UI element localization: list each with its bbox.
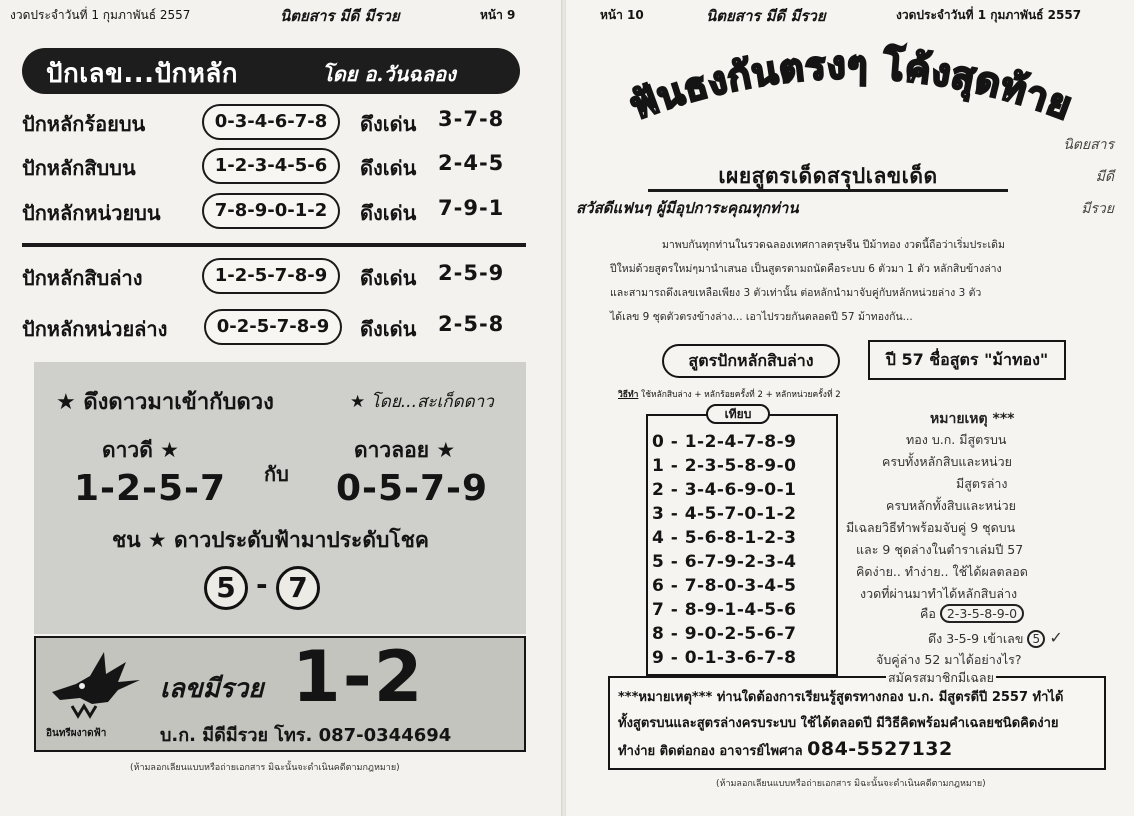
number-row: 7 - 8-9-1-4-5-6 [652, 600, 797, 620]
right-header-date: งวดประจำวันที่ 1 กุมภาพันธ์ 2557 [896, 8, 1082, 22]
digit-pill: 1-2-5-7-8-9 [202, 258, 340, 294]
dueng-value: 2-4-5 [438, 151, 505, 175]
star-box-title: ★ ดึงดาวมาเข้ากับดวง [56, 390, 274, 415]
dao-loi-label: ดาวลอย ★ [354, 438, 456, 462]
tham-label: เทียบ [706, 404, 770, 424]
left-header-magazine: นิตยสาร มีดี มีรวย [280, 7, 400, 25]
dueng-label: ดึงเด่น [360, 156, 417, 180]
note-pair: จับคู่ล่าง 52 มาได้อย่างไร? [876, 652, 1022, 667]
circled-five: 5 [1027, 630, 1045, 648]
banner-author: โดย อ.วันฉลอง [322, 62, 456, 86]
digit-pill: 0-3-4-6-7-8 [202, 104, 340, 140]
brand-side: มีรวย [1081, 201, 1114, 217]
bottom-contact-line [618, 738, 953, 761]
dao-di-number: 1-2-5-7 [74, 468, 227, 509]
note-line: ครบหลักทั้งสิบและหน่วย [886, 498, 1016, 513]
digit-row [22, 104, 527, 142]
note-line: งวดที่ผ่านมาทำได้หลักสิบล่าง [860, 586, 1018, 601]
left-page [0, 0, 562, 816]
right-header-page: หน้า 10 [600, 8, 644, 22]
title-banner [22, 48, 520, 94]
row-label: ปักหลักหน่วยบน [22, 201, 161, 225]
kap-label: กับ [264, 462, 289, 486]
intro-line: มาพบกันทุกท่านในรวดฉลองเทศกาลตรุษจีน ปีม้าทอง งวดนี้ถือว่าเริ่มประเดิม [662, 239, 1005, 251]
intro-line: ปีใหม่ด้วยสูตรใหม่ๆมานำเสนอ เป็นสูตรตามถนัดคือระบบ 6 ตัวมา 1 ตัว หลักสิบข้างล่าง [610, 263, 1002, 275]
number-row: 8 - 9-0-2-5-6-7 [652, 624, 797, 644]
row-label: ปักหลักหน่วยล่าง [22, 317, 168, 341]
lek-contact: บ.ก. มีดีมีรวย โทร. 087-0344694 [160, 725, 452, 746]
right-footnote: (ห้ามลอกเลียนแบบหรือถ่ายเอกสาร มิฉะนั้นจะดำเนินคดีตามกฎหมาย) [716, 779, 986, 789]
digit-row [22, 193, 527, 231]
lek-title: เลขมีรวย [160, 674, 264, 704]
eagle-caption: อินทรีผงาดฟ้า [46, 728, 107, 739]
digit-pill: 7-8-9-0-1-2 [202, 193, 340, 229]
row-label: ปักหลักร้อยบน [22, 112, 146, 136]
bottom-line: ***หมายเหตุ*** ท่านใดต้องการเรียนรู้สูตรทางกอง บ.ก. มีสูตรดีปี 2557 ทำได้ [618, 690, 1064, 705]
circled-sequence: 2-3-5-8-9-0 [940, 604, 1024, 623]
number-row: 6 - 7-8-0-3-4-5 [652, 576, 797, 596]
note-sequence-line [920, 604, 1024, 624]
star-box [34, 362, 526, 634]
section-divider [22, 243, 526, 247]
note-line: ครบทั้งหลักสิบและหน่วย [882, 454, 1012, 469]
note-khue: คือ [920, 606, 936, 621]
sub-title: เผยสูตรเด็ดสรุปเลขเด็ด [648, 160, 1008, 192]
left-footnote: (ห้ามลอกเลียนแบบหรือถ่ายเอกสาร มิฉะนั้นจะดำเนินคดีตามกฎหมาย) [130, 763, 400, 773]
dao-loi-number: 0-5-7-9 [336, 468, 489, 509]
number-row: 2 - 3-4-6-9-0-1 [652, 480, 797, 500]
bottom-contact-text: ทำง่าย ติดต่อกอง อาจารย์ไพศาล [618, 744, 803, 759]
dueng-value: 3-7-8 [438, 107, 505, 131]
sutr-label: สูตรปักหลักสิบล่าง [662, 344, 840, 378]
bottom-line: ทั้งสูตรบนและสูตรล่างครบระบบ ใช้ได้ตลอดปี มีวิธีคิดพร้อมคำเฉลยชนิดคิดง่าย [618, 716, 1059, 731]
year-label: ปี 57 ชื่อสูตร "ม้าทอง" [868, 340, 1066, 380]
arc-title [616, 36, 1086, 156]
note-line: ทอง บ.ก. มีสูตรบน [906, 432, 1007, 447]
left-header-date: งวดประจำวันที่ 1 กุมภาพันธ์ 2557 [10, 8, 191, 22]
check-icon: ✓ [1049, 628, 1063, 647]
brand-side: มีดี [1095, 169, 1114, 185]
number-row: 4 - 5-6-8-1-2-3 [652, 528, 797, 548]
note-line: มีสูตรล่าง [956, 476, 1008, 491]
number-row: 0 - 1-2-4-7-8-9 [652, 432, 797, 452]
dueng-label: ดึงเด่น [360, 112, 417, 136]
digit-pill: 0-2-5-7-8-9 [204, 309, 342, 345]
note-member: สมัครสมาชิกมีเฉลย [886, 668, 996, 688]
dueng-value: 2-5-9 [438, 261, 505, 285]
arc-title-text: ฟันธงกันตรงๆ โค้งสุดท้าย [623, 42, 1079, 129]
brand-side: นิตยสาร [1063, 137, 1114, 153]
chon-label: ชน ★ ดาวประดับฟ้ามาประดับโชค [112, 528, 429, 552]
circled-number: 5 [204, 566, 248, 610]
number-row: 5 - 6-7-9-2-3-4 [652, 552, 797, 572]
digit-pill: 1-2-3-4-5-6 [202, 148, 340, 184]
digit-row [22, 309, 527, 347]
note-dueng-line [928, 628, 1063, 649]
lek-mee-ruai-box [34, 636, 526, 752]
bottom-notice-box [608, 676, 1106, 770]
note-title: หมายเหตุ *** [930, 411, 1015, 427]
row-label: ปักหลักสิบล่าง [22, 266, 143, 290]
lek-number: 1-2 [292, 636, 425, 718]
intro-line: และสามารถดึงเลขเหลือเพียง 3 ตัวเท่านั้น ต่อหลักนำมาจับคู่กับหลักหน่วยล่าง 3 ตัว [610, 287, 982, 299]
note-line: คิดง่าย.. ทำง่าย.. ใช้ได้ผลตลอด [856, 564, 1028, 579]
note-line: มีเฉลยวิธีทำพร้อมจับคู่ 9 ชุดบน [846, 520, 1016, 535]
dueng-label: ดึงเด่น [360, 317, 417, 341]
dueng-label: ดึงเด่น [360, 266, 417, 290]
dao-di-label: ดาวดี ★ [102, 438, 179, 462]
eagle-icon [46, 642, 146, 722]
row-label: ปักหลักสิบบน [22, 156, 136, 180]
dueng-value: 7-9-1 [438, 196, 505, 220]
right-header-magazine: นิตยสาร มีดี มีรวย [706, 7, 826, 25]
digit-row [22, 258, 527, 296]
left-header-page: หน้า 9 [480, 8, 516, 22]
svg-text:ฟันธงกันตรงๆ โค้งสุดท้าย [624, 43, 1079, 129]
number-row: 3 - 4-5-7-0-1-2 [652, 504, 797, 524]
number-row: 9 - 0-1-3-6-7-8 [652, 648, 797, 668]
method-text: ใช้หลักสิบล่าง + หลักร้อยครั้งที่ 2 + หลักหน่วยครั้งที่ 2 [641, 390, 841, 400]
method-line [618, 387, 841, 401]
banner-title: ปักเลข...ปักหลัก [46, 59, 239, 89]
star-box-author: ★ โดย...สะเก็ดดาว [350, 392, 494, 412]
note-dueng: ดึง 3-5-9 เข้าเลข [928, 631, 1024, 646]
number-row: 1 - 2-3-5-8-9-0 [652, 456, 797, 476]
right-page [566, 0, 1134, 816]
circled-number: 7 [276, 566, 320, 610]
method-label: วิธีทำ [618, 390, 639, 400]
dash-separator: - [256, 568, 268, 601]
note-line: และ 9 ชุดล่างในตำราเล่มปี 57 [856, 542, 1024, 557]
phone-number: 084-5527132 [807, 738, 953, 760]
intro-line: ได้เลข 9 ชุดตัวตรงข้างล่าง... เอาไปรวยกันตลอดปี 57 ม้าทองกัน... [610, 311, 913, 323]
dueng-label: ดึงเด่น [360, 201, 417, 225]
number-table [646, 414, 838, 676]
greeting: สวัสดีแฟนๆ ผู้มีอุปการะคุณทุกท่าน [576, 199, 799, 217]
dueng-value: 2-5-8 [438, 312, 505, 336]
digit-row [22, 148, 527, 186]
